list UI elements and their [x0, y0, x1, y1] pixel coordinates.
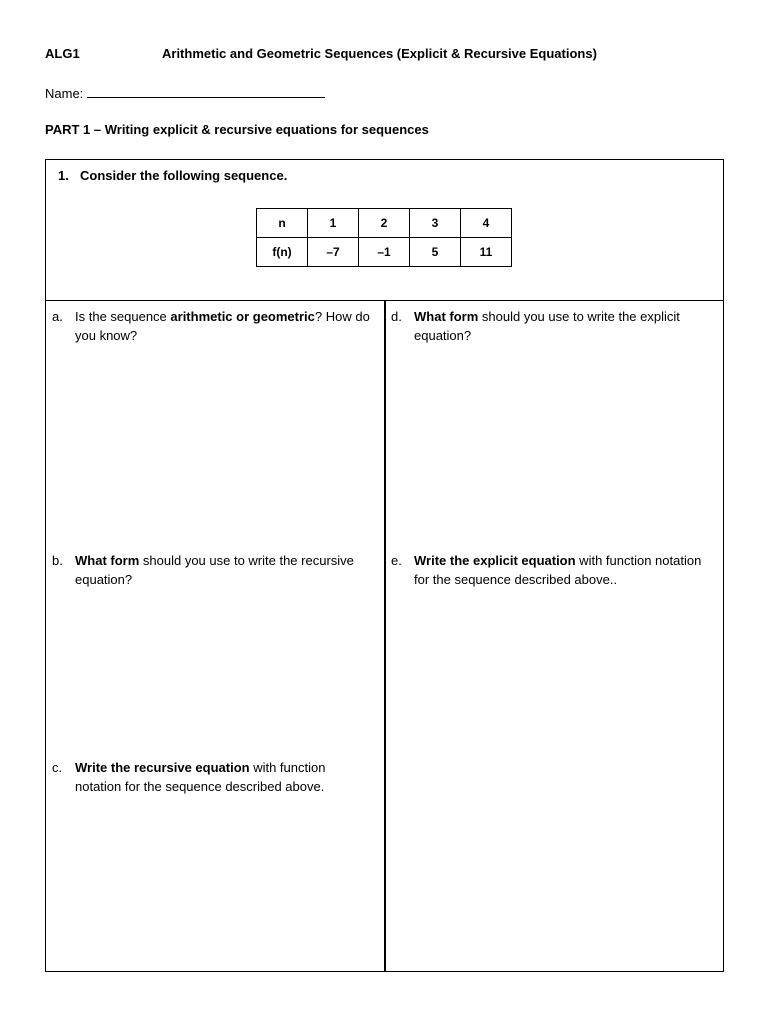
question-emphasis: arithmetic or geometric [170, 309, 315, 324]
table-cell: 3 [410, 209, 461, 238]
table-header-cell: f(n) [257, 238, 308, 267]
table-header-cell: n [257, 209, 308, 238]
question-a [52, 307, 372, 345]
table-cell: 2 [359, 209, 410, 238]
table-cell: –7 [308, 238, 359, 267]
table-row [257, 238, 512, 267]
problem-prompt [58, 168, 287, 183]
question-b [52, 551, 372, 589]
question-text [75, 758, 372, 796]
question-e [391, 551, 711, 589]
question-text [414, 551, 711, 589]
question-text-part: ? How do you know? [75, 309, 370, 343]
question-d [391, 307, 711, 345]
question-text [75, 307, 372, 345]
question-text [75, 551, 372, 589]
question-text-part: with function notation for the sequence described above. [75, 760, 326, 794]
name-label: Name: [45, 86, 84, 101]
name-row [45, 85, 325, 101]
table-cell: 4 [461, 209, 512, 238]
question-text-part: should you use to write the recursive equation? [75, 553, 354, 587]
question-emphasis: What form [75, 553, 140, 568]
question-emphasis: Write the explicit equation [414, 553, 576, 568]
course-code: ALG1 [45, 46, 80, 61]
table-cell: 5 [410, 238, 461, 267]
problem-prompt-text: Consider the following sequence. [80, 168, 288, 183]
worksheet-title: Arithmetic and Geometric Sequences (Explicit & Recursive Equations) [162, 46, 597, 61]
question-c [52, 758, 372, 796]
table-cell: 1 [308, 209, 359, 238]
name-blank-line [87, 85, 325, 98]
question-text-part: should you use to write the explicit equation? [414, 309, 680, 343]
question-emphasis: Write the recursive equation [75, 760, 250, 775]
sequence-table [256, 208, 512, 267]
table-cell: –1 [359, 238, 410, 267]
question-letter: a. [52, 309, 63, 324]
question-letter: b. [52, 553, 63, 568]
question-text-part: Is the sequence [75, 309, 171, 324]
table-cell: 11 [461, 238, 512, 267]
problem-box [45, 159, 724, 972]
question-letter: d. [391, 309, 402, 324]
question-text [414, 307, 711, 345]
part-heading: PART 1 – Writing explicit & recursive equations for sequences [45, 122, 429, 137]
question-emphasis: What form [414, 309, 479, 324]
question-letter: e. [391, 553, 402, 568]
question-letter: c. [52, 760, 63, 775]
table-row [257, 209, 512, 238]
column-divider [384, 301, 386, 971]
problem-statement-section [46, 160, 723, 301]
problem-number: 1. [58, 168, 69, 183]
question-text-part: with function notation for the sequence described above.. [414, 553, 702, 587]
